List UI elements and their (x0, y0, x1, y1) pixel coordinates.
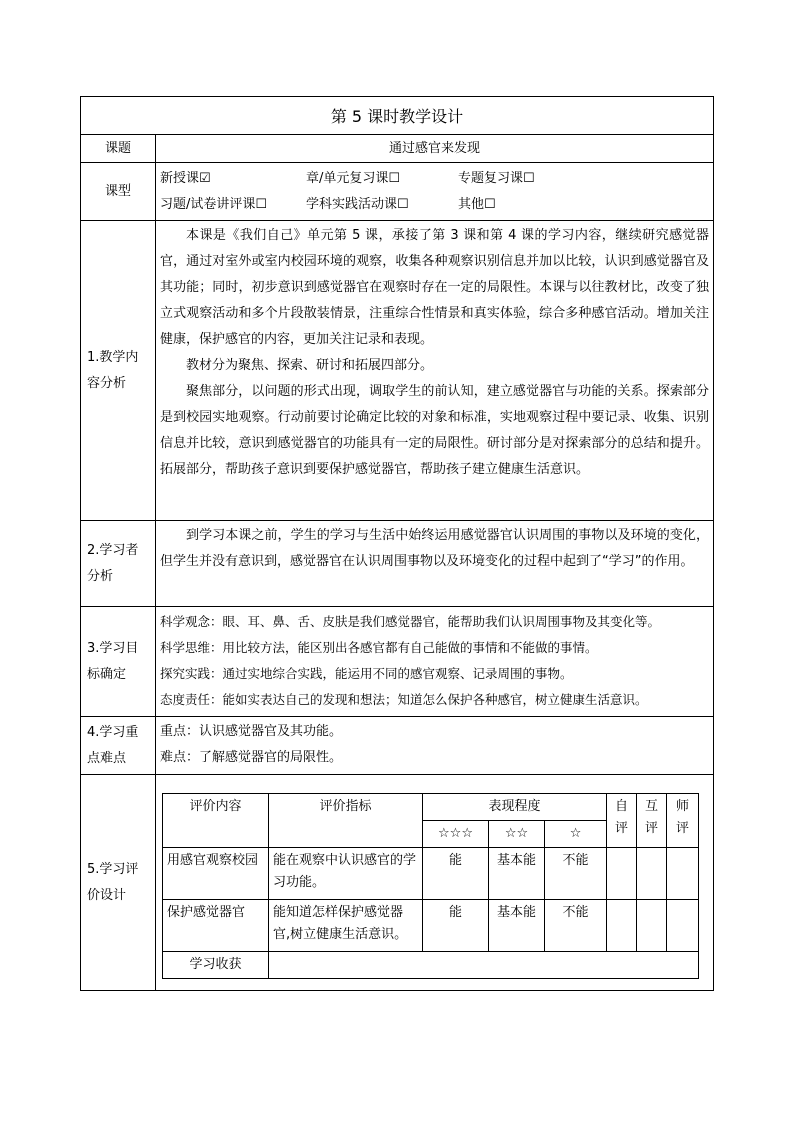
goals-label: 3.学习目 标确定 (81, 607, 156, 717)
difficulty-line: 难点：了解感觉器官的局限性。 (160, 750, 343, 765)
eval-header-peer: 互 评 (637, 794, 667, 848)
evaluation-label: 5.学习评 价设计 (81, 775, 156, 991)
eval-teacher-cell[interactable] (667, 900, 699, 952)
goal-line: 态度责任：能如实表达自己的发现和想法；知道怎么保护各种感官，树立健康生活意识。 (160, 692, 648, 707)
eval-teacher-cell[interactable] (667, 848, 699, 900)
table-row (163, 952, 699, 979)
learner-paragraph: 到学习本课之前，学生的学习与生活中始终运用感觉器官认识周围的事物以及环境的变化，但学生并没有意识到，感觉器官在认识周围事物以及环境变化的过程中起到了“学习”的作用。 (160, 528, 710, 569)
eval-harvest-cell[interactable] (269, 952, 699, 979)
analysis-paragraph: 聚焦部分，以问题的形式出现，调取学生的前认知，建立感觉器官与功能的关系。探索部分是到校园实地观察。行动前要讨论确定比较的对象和标准，实地观察过程中要记录、收集、识别信息并比较，意识到感觉器官的功能具有一定的局限性。研讨部分是对探索部分的总结和提升。拓展部分，帮助孩子意识到要保护感觉器官，帮助孩子建立健康生活意识。 (160, 384, 710, 477)
type-options (156, 163, 714, 221)
analysis-content (156, 221, 714, 521)
keypoint-line: 重点：认识感觉器官及其功能。 (160, 724, 343, 739)
keypoints-label: 4.学习重 点难点 (81, 717, 156, 775)
goal-line: 科学思维：用比较方法，能区别出各感官都有自己能做的事情和不能做的事情。 (160, 640, 598, 655)
goal-line: 科学观念：眼、耳、鼻、舌、皮肤是我们感觉器官，能帮助我们认识周围事物及其变化等。 (160, 614, 661, 629)
evaluation-table (162, 793, 699, 979)
document-title: 第 5 课时教学设计 (81, 97, 714, 135)
topic-value: 通过感官来发现 (156, 135, 714, 163)
lesson-plan-document (80, 96, 713, 991)
eval-self-cell[interactable] (607, 848, 637, 900)
eval-peer-cell[interactable] (637, 848, 667, 900)
eval-header-indicator: 评价指标 (269, 794, 423, 848)
type-option-topic-review: 专题复习课☐ (458, 171, 535, 186)
analysis-paragraph: 教材分为聚焦、探索、研讨和拓展四部分。 (186, 358, 434, 373)
type-option-practice: 学科实践活动课☐ (306, 197, 409, 212)
keypoints-content (156, 717, 714, 775)
eval-item-content: 保护感觉器官 (163, 900, 269, 952)
eval-self-cell[interactable] (607, 900, 637, 952)
eval-stars-1: ☆ (545, 821, 607, 848)
eval-peer-cell[interactable] (637, 900, 667, 952)
type-option-new: 新授课☑ (160, 171, 211, 186)
eval-header-content: 评价内容 (163, 794, 269, 848)
eval-header-teacher: 师 评 (667, 794, 699, 848)
topic-label: 课题 (81, 135, 156, 163)
analysis-label: 1.教学内 容分析 (81, 221, 156, 521)
eval-level-high: 能 (423, 848, 489, 900)
eval-stars-3: ☆☆☆ (423, 821, 489, 848)
analysis-paragraph: 本课是《我们自己》单元第 5 课，承接了第 3 课和第 4 课的学习内容，继续研究感觉器官，通过对室外或室内校园环境的观察，收集各种观察识别信息并加以比较，认识到感觉器官及其功能；同时，初步意识到感觉器官在观察时存在一定的局限性。本课与以往教材比，改变了独立式观察活动和多个片段散装情景，注重综合性情景和真实体验，综合多种感官活动。增加关注健康，保护感官的内容，更加关注记录和表现。 (160, 228, 710, 347)
eval-level-high: 能 (423, 900, 489, 952)
eval-header-level: 表现程度 (423, 794, 607, 821)
eval-item-indicator: 能知道怎样保护感觉器官,树立健康生活意识。 (269, 900, 423, 952)
eval-level-mid: 基本能 (489, 848, 545, 900)
eval-level-low: 不能 (545, 848, 607, 900)
goals-content (156, 607, 714, 717)
lesson-plan-table (80, 96, 714, 991)
learner-content (156, 521, 714, 607)
type-option-other: 其他☐ (458, 197, 496, 212)
table-row (163, 900, 699, 952)
eval-header-self: 自 评 (607, 794, 637, 848)
eval-level-mid: 基本能 (489, 900, 545, 952)
table-row (163, 848, 699, 900)
eval-level-low: 不能 (545, 900, 607, 952)
type-option-chapter-review: 章/单元复习课☐ (306, 171, 401, 186)
learner-label: 2.学习者 分析 (81, 521, 156, 607)
type-label: 课型 (81, 163, 156, 221)
eval-harvest-label: 学习收获 (163, 952, 269, 979)
eval-item-indicator: 能在观察中认识感官的学习功能。 (269, 848, 423, 900)
eval-stars-2: ☆☆ (489, 821, 545, 848)
goal-line: 探究实践：通过实地综合实践，能运用不同的感官观察、记录周围的事物。 (160, 666, 573, 681)
eval-item-content: 用感官观察校园 (163, 848, 269, 900)
evaluation-content (156, 775, 714, 991)
type-option-exercise: 习题/试卷讲评课☐ (160, 197, 268, 212)
